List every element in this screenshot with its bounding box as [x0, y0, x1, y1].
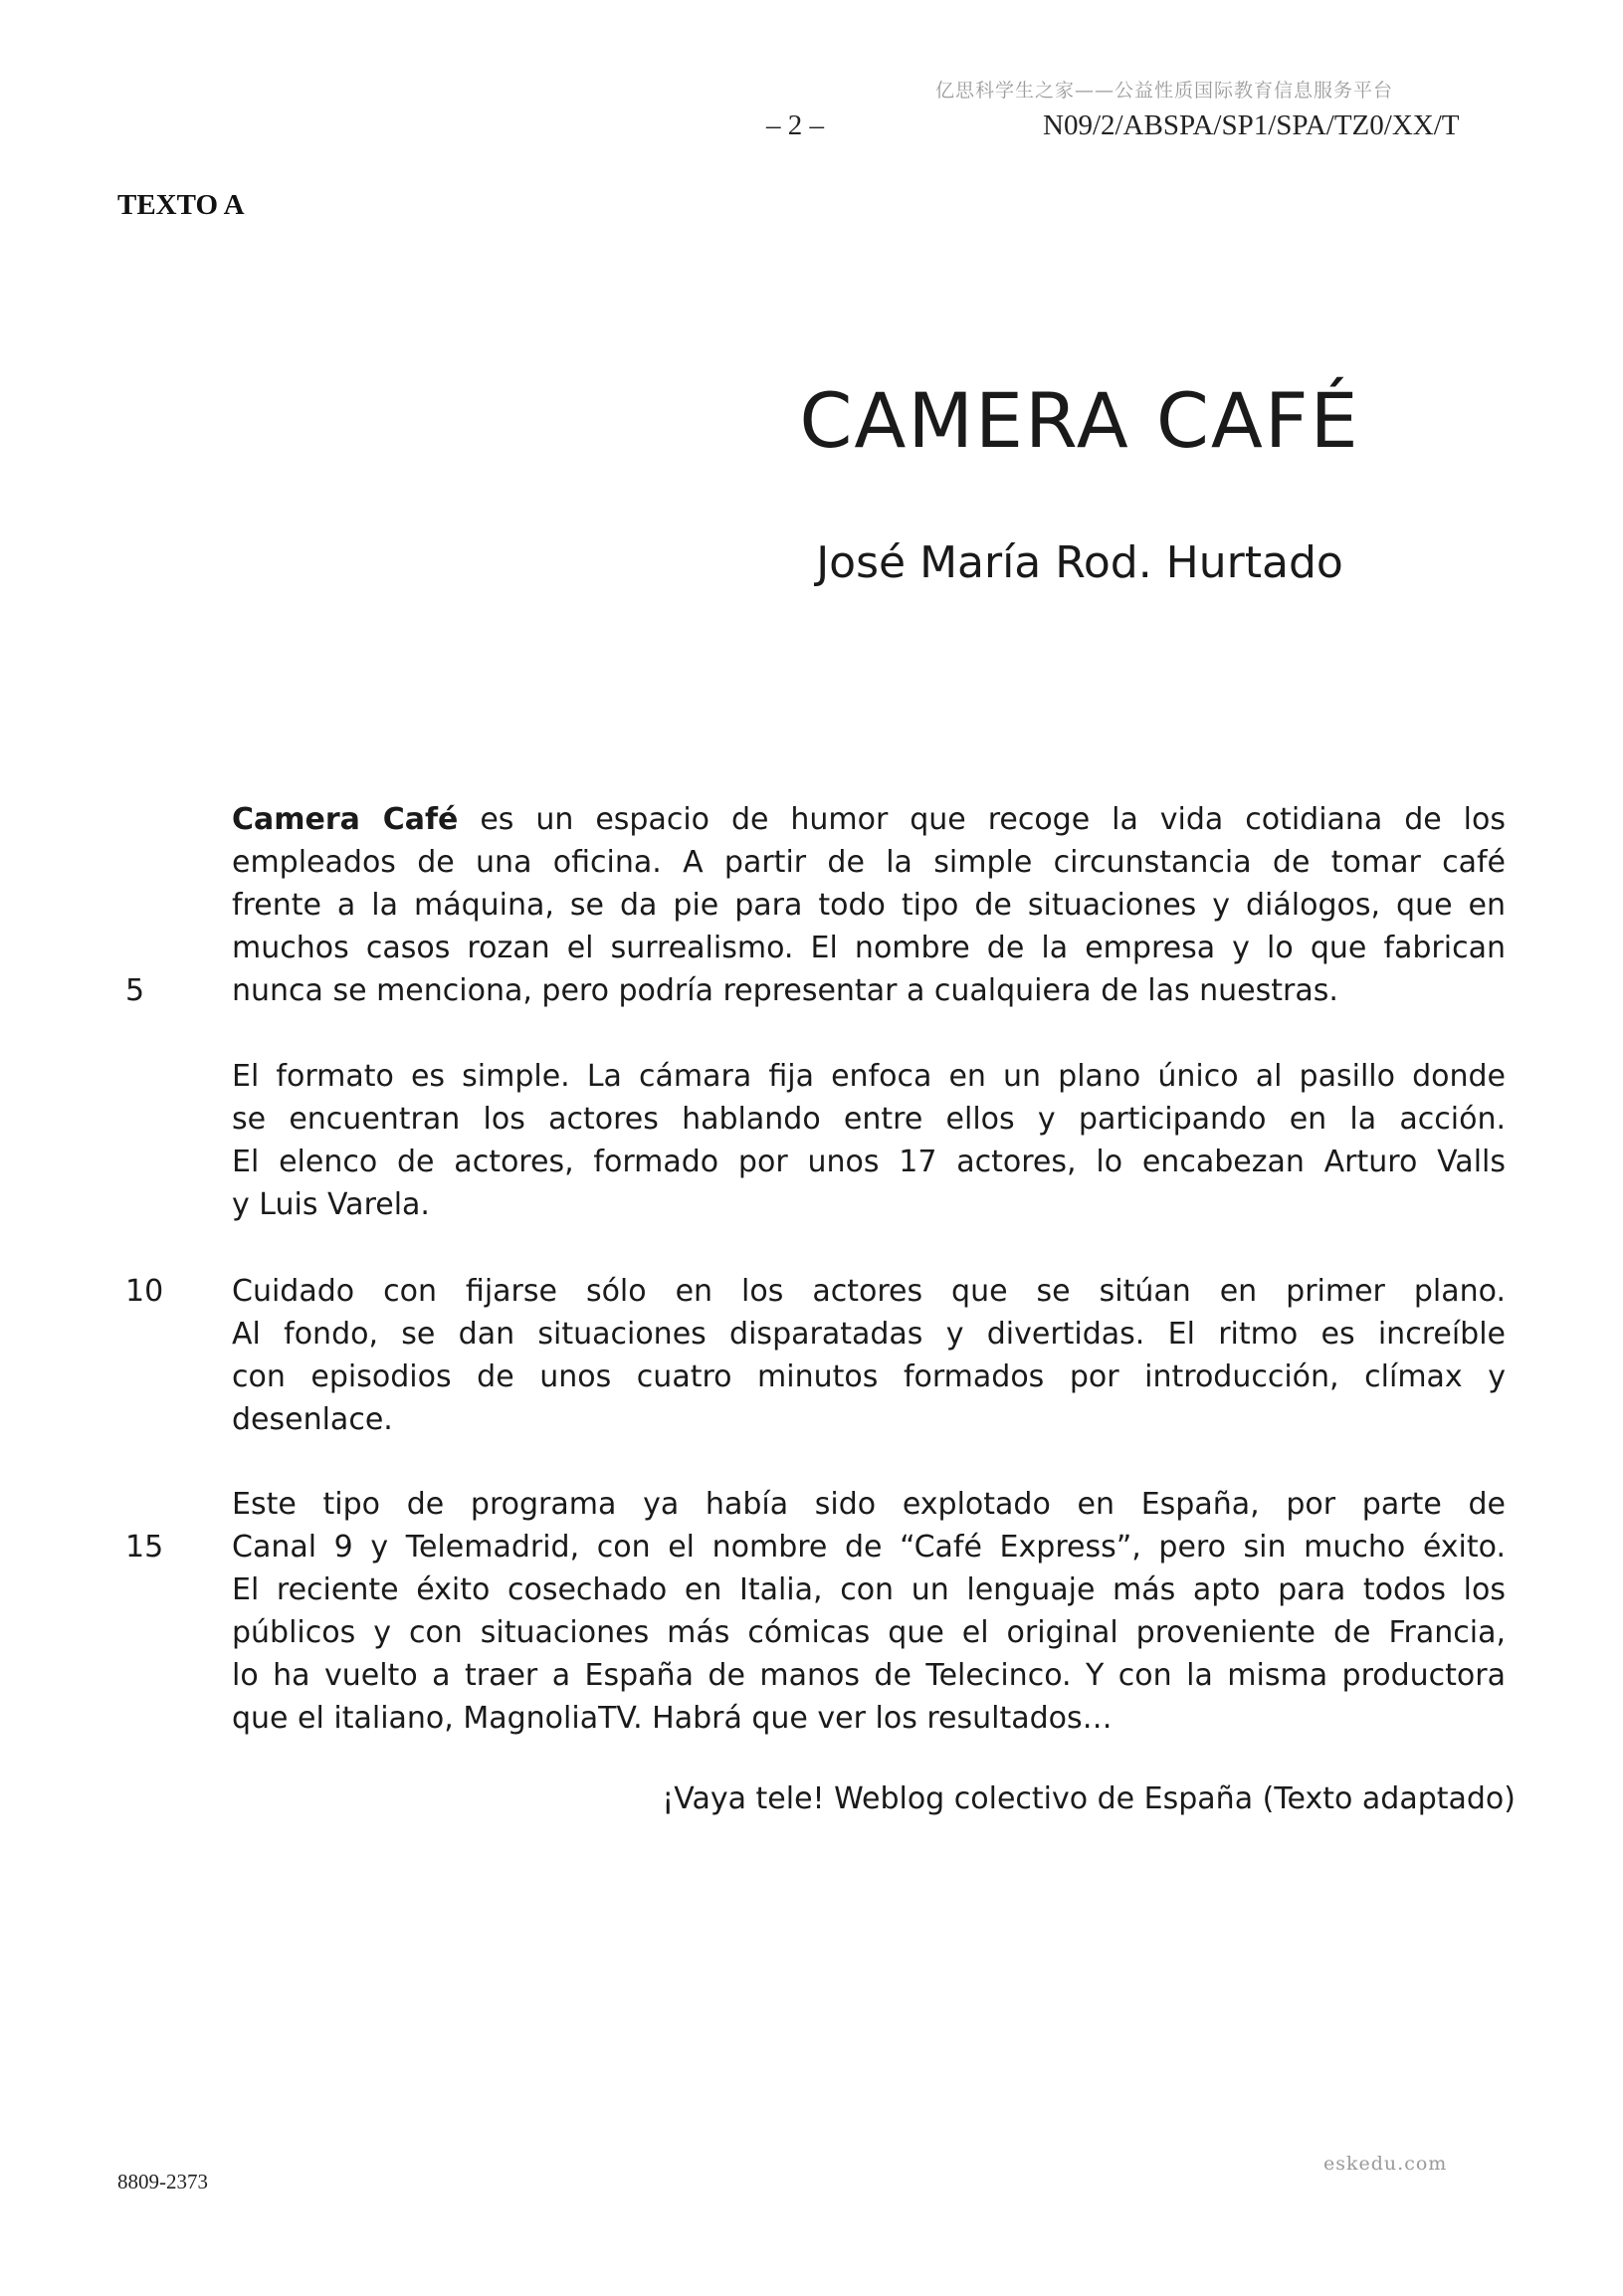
paragraph-line: Cuidado con fijarse sólo en los actores que se sitúan en primer plano. [232, 1274, 1506, 1309]
paragraph-line: frente a la máquina, se da pie para todo tipo de situaciones y diálogos, que en [232, 888, 1506, 923]
paragraph-line: Camera Café es un espacio de humor que recoge la vida cotidiana de los [232, 802, 1506, 837]
section-label: TEXTO A [117, 189, 245, 221]
paragraph-line: El reciente éxito cosechado en Italia, con un lenguaje más apto para todos los [232, 1572, 1506, 1607]
article-title: CAMERA CAFÉ [799, 376, 1360, 465]
paragraph-line: Este tipo de programa ya había sido explotado en España, por parte de [232, 1487, 1506, 1522]
paragraph-line: nunca se menciona, pero podría representar a cualquiera de las nuestras. [232, 973, 1338, 1008]
paragraph-line: muchos casos rozan el surrealismo. El nombre de la empresa y lo que fabrican [232, 931, 1506, 965]
line-number-5: 5 [125, 973, 145, 1008]
footer-code: 8809-2373 [117, 2170, 208, 2193]
page-number: – 2 – [766, 109, 824, 141]
paragraph-line: lo ha vuelto a traer a España de manos de Telecinco. Y con la misma productora [232, 1658, 1506, 1693]
paragraph-4 [232, 1483, 1506, 1740]
paragraph-line: se encuentran los actores hablando entre ellos y participando en la acción. [232, 1102, 1506, 1137]
paragraph-2 [232, 1055, 1506, 1226]
line-number-15: 15 [125, 1530, 164, 1565]
exam-code: N09/2/ABSPA/SP1/SPA/TZ0/XX/T [1043, 109, 1460, 141]
paragraph-line: Canal 9 y Telemadrid, con el nombre de “Café Express”, pero sin mucho éxito. [232, 1530, 1506, 1565]
paragraph-line: El elenco de actores, formado por unos 17 actores, lo encabezan Arturo Valls [232, 1145, 1506, 1179]
footer-watermark: eskedu.com [1323, 2153, 1448, 2175]
paragraph-line: El formato es simple. La cámara fija enfoca en un plano único al pasillo donde [232, 1059, 1506, 1094]
line-number-10: 10 [125, 1274, 164, 1309]
source-citation: ¡Vaya tele! Weblog colectivo de España (Texto adaptado) [662, 1781, 1516, 1816]
paragraph-line: con episodios de unos cuatro minutos formados por introducción, clímax y [232, 1359, 1506, 1394]
paragraph-line: que el italiano, MagnoliaTV. Habrá que ver los resultados… [232, 1701, 1113, 1736]
article-author: José María Rod. Hurtado [816, 537, 1343, 588]
show-name: Camera Café [232, 802, 459, 837]
paragraph-line: y Luis Varela. [232, 1187, 430, 1222]
paragraph-line: Al fondo, se dan situaciones disparatadas y divertidas. El ritmo es increíble [232, 1317, 1506, 1352]
paragraph-line: públicos y con situaciones más cómicas que el original proveniente de Francia, [232, 1615, 1506, 1650]
paragraph-3 [232, 1270, 1506, 1441]
paragraph-line: empleados de una oficina. A partir de la simple circunstancia de tomar café [232, 845, 1506, 880]
header-watermark: 亿思科学生之家——公益性质国际教育信息服务平台 [935, 80, 1394, 102]
paragraph-1 [232, 798, 1506, 1012]
paragraph-line: desenlace. [232, 1402, 393, 1437]
